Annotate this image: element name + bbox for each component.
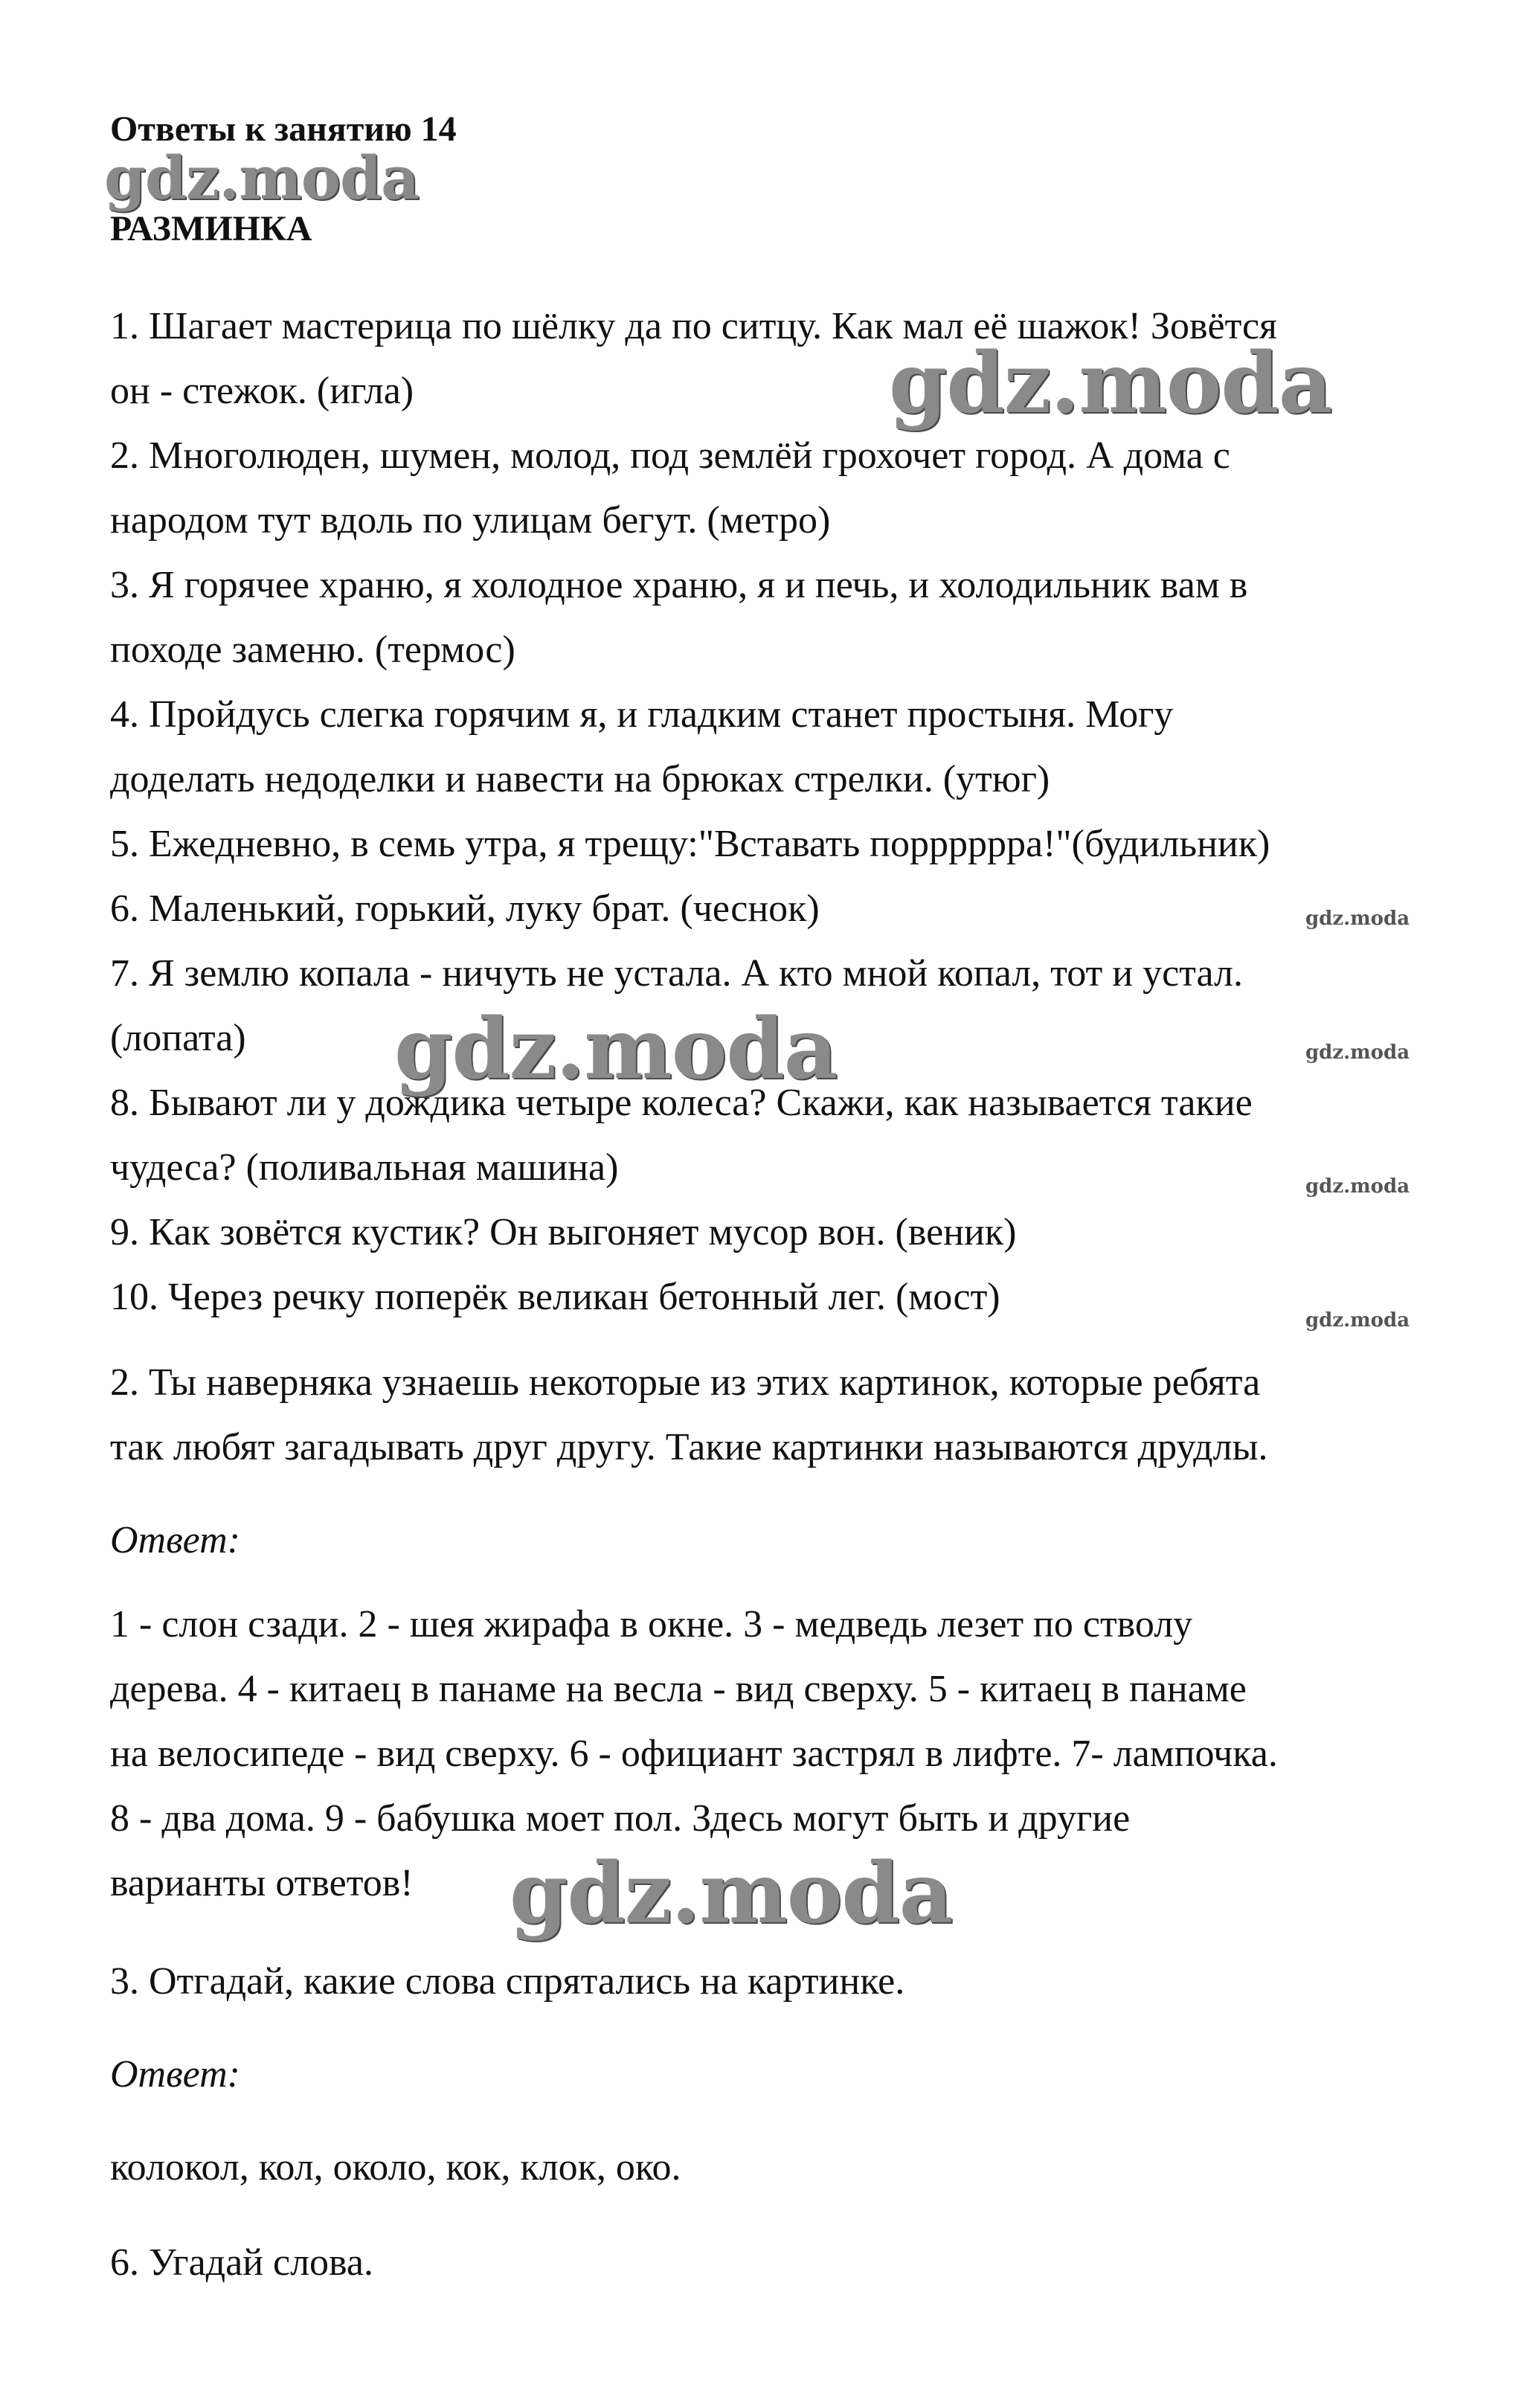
riddle-line: народом тут вдоль по улицам бегут. (метро) bbox=[110, 499, 831, 542]
riddle-line: 3. Я горячее храню, я холодное храню, я и печь, и холодильник вам в bbox=[110, 564, 1248, 606]
riddle-line: 8. Бывают ли у дождика четыре колеса? Скажи, как называется такие bbox=[110, 1082, 1253, 1124]
task2-line: 2. Ты наверняка узнаешь некоторые из этих картинок, которые ребята bbox=[110, 1361, 1261, 1404]
riddle-line: (лопата) bbox=[110, 1017, 246, 1059]
riddle-line: доделать недоделки и навести на брюках стрелки. (утюг) bbox=[110, 758, 1050, 800]
riddle-line: 7. Я землю копала - ничуть не устала. А кто мной копал, тот и устал. bbox=[110, 952, 1244, 995]
task2-answer-line: на велосипеде - вид сверху. 6 - официант застрял в лифте. 7- лампочка. bbox=[110, 1733, 1278, 1775]
riddle-line: 4. Пройдусь слегка горячим я, и гладким станет простыня. Могу bbox=[110, 693, 1174, 736]
answer-label: Ответ: bbox=[110, 2053, 240, 2096]
watermark-logo: gdz.moda bbox=[510, 1845, 953, 1942]
riddle-line: он - стежок. (игла) bbox=[110, 370, 414, 412]
riddle-line: 6. Маленький, горький, луку брат. (чеснок) bbox=[110, 887, 820, 930]
riddle-line: 10. Через речку поперёк великан бетонный лег. (мост) bbox=[110, 1276, 1000, 1318]
riddle-line: 9. Как зовётся кустик? Он выгоняет мусор вон. (веник) bbox=[110, 1211, 1017, 1253]
riddle-line: 1. Шагает мастерица по шёлку да по ситцу. Как мал её шажок! Зовётся bbox=[110, 305, 1277, 347]
watermark-small: gdz.moda bbox=[1305, 1309, 1410, 1332]
riddle-line: чудеса? (поливальная машина) bbox=[110, 1146, 619, 1189]
watermark-small: gdz.moda bbox=[1305, 908, 1410, 930]
task6-question: 6. Угадай слова. bbox=[110, 2241, 373, 2284]
task2-question bbox=[110, 1350, 1442, 1480]
task2-answer-line: варианты ответов! bbox=[110, 1862, 414, 1904]
task2-line: так любят загадывать друг другу. Такие картинки называются друдлы. bbox=[110, 1426, 1268, 1468]
watermark-logo: gdz.moda bbox=[889, 335, 1332, 432]
answer-label: Ответ: bbox=[110, 1519, 240, 1561]
task3-answer: колокол, кол, около, кок, клок, око. bbox=[110, 2146, 681, 2189]
riddle-line: 5. Ежедневно, в семь утра, я трещу:"Вставать поррррррa!"(будильник) bbox=[110, 823, 1270, 865]
task2-answer-line: 8 - два дома. 9 - бабушка моет пол. Здесь могут быть и другие bbox=[110, 1797, 1131, 1840]
task2-answer-line: 1 - слон сзади. 2 - шея жирафа в окне. 3 - медведь лезет по стволу bbox=[110, 1603, 1193, 1646]
watermark-small: gdz.moda bbox=[1305, 1041, 1410, 1064]
riddles-list bbox=[110, 294, 1442, 1329]
task3-question: 3. Отгадай, какие слова спрятались на картинке. bbox=[110, 1960, 905, 2003]
page-title: Ответы к занятию 14 bbox=[110, 109, 457, 149]
watermark-logo: gdz.moda bbox=[394, 1001, 838, 1098]
section-title: РАЗМИНКА bbox=[110, 209, 312, 248]
watermark-small: gdz.moda bbox=[1305, 1175, 1410, 1198]
riddle-line: походе заменю. (термос) bbox=[110, 629, 515, 671]
watermark-logo: gdz.moda bbox=[104, 143, 419, 213]
task2-answer-line: дерева. 4 - китаец в панаме на весла - вид сверху. 5 - китаец в панаме bbox=[110, 1668, 1247, 1710]
riddle-line: 2. Многолюден, шумен, молод, под землёй грохочет город. А дома с bbox=[110, 434, 1230, 477]
